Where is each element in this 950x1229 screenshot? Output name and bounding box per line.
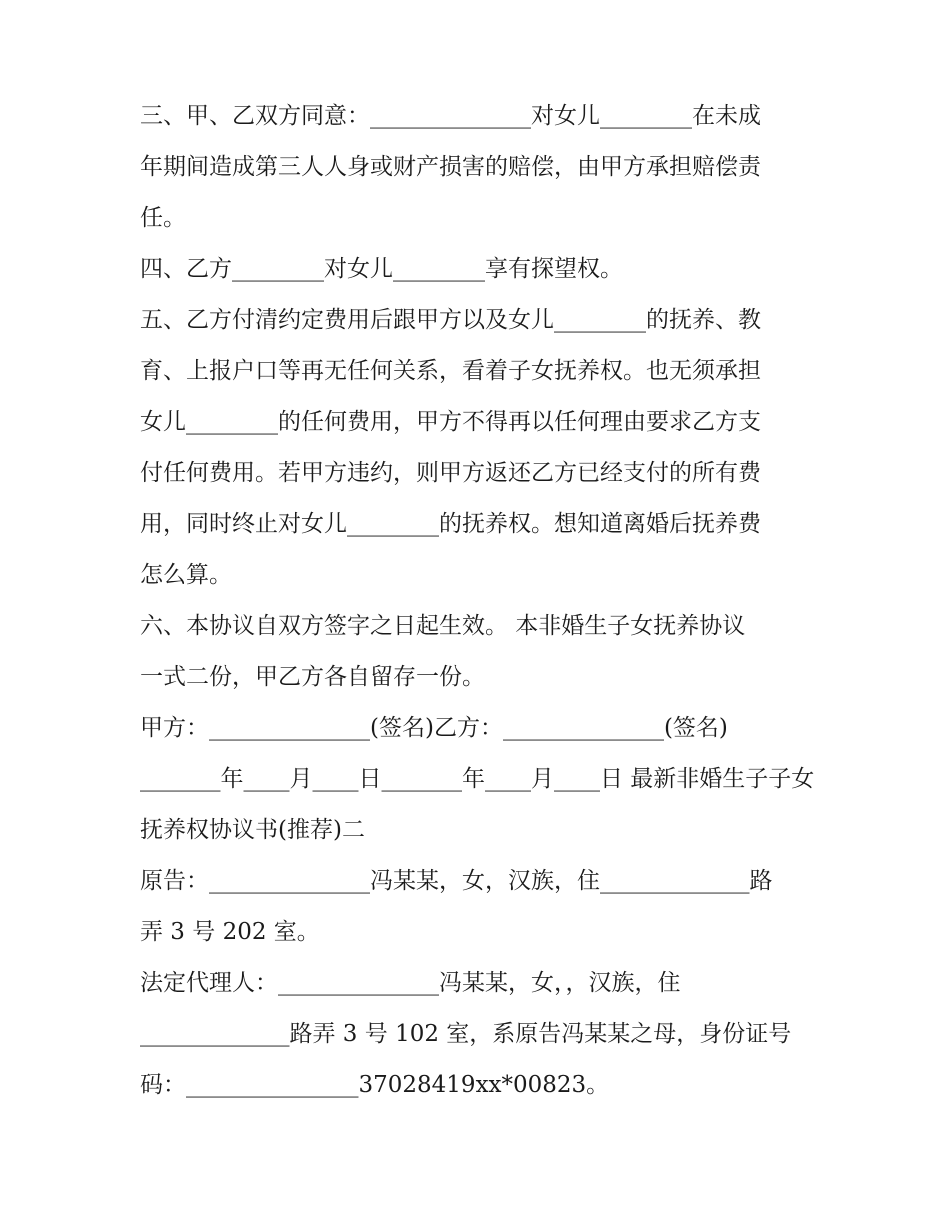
date-line: _______年____月____日_______年____月____日 最新非婚生子子女 — [140, 766, 815, 792]
text-line: _____________路弄 3 号 102 室，系原告冯某某之母，身份证号 — [140, 1021, 792, 1047]
text-line: 六、本协议自双方签字之日起生效。 本非婚生子女抚养协议 — [140, 613, 746, 639]
text-line: 女儿________的任何费用，甲方不得再以任何理由要求乙方支 — [140, 409, 761, 435]
text-line: 三、甲、乙双方同意：______________对女儿________在未成 — [140, 103, 761, 129]
text-line: 任。 — [140, 205, 186, 231]
text-line: 四、乙方________对女儿________享有探望权。 — [140, 256, 623, 282]
signature-line: 甲方：______________(签名)乙方：______________(签名) — [140, 715, 728, 741]
text-line: 五、乙方付清约定费用后跟甲方以及女儿________的抚养、教 — [140, 307, 761, 333]
text-line: 用，同时终止对女儿________的抚养权。想知道离婚后抚养费 — [140, 511, 761, 537]
text-line: 怎么算。 — [140, 562, 232, 588]
text-line: 年期间造成第三人人身或财产损害的赔偿，由甲方承担赔偿责 — [140, 154, 761, 180]
text-line: 码：_______________37028419xx*00823。 — [140, 1072, 610, 1098]
text-line: 弄 3 号 202 室。 — [140, 919, 320, 945]
section-title: 抚养权协议书(推荐)二 — [140, 817, 365, 843]
text-line: 原告：______________冯某某，女，汉族，住_____________路 — [140, 868, 773, 894]
text-line: 一式二份，甲乙方各自留存一份。 — [140, 664, 485, 690]
text-line: 付任何费用。若甲方违约，则甲方返还乙方已经支付的所有费 — [140, 460, 761, 486]
text-line: 育、上报户口等再无任何关系，看着子女抚养权。也无须承担 — [140, 358, 761, 384]
text-line: 法定代理人：______________冯某某，女，，汉族，住 — [140, 970, 681, 996]
document-body — [140, 91, 820, 1111]
